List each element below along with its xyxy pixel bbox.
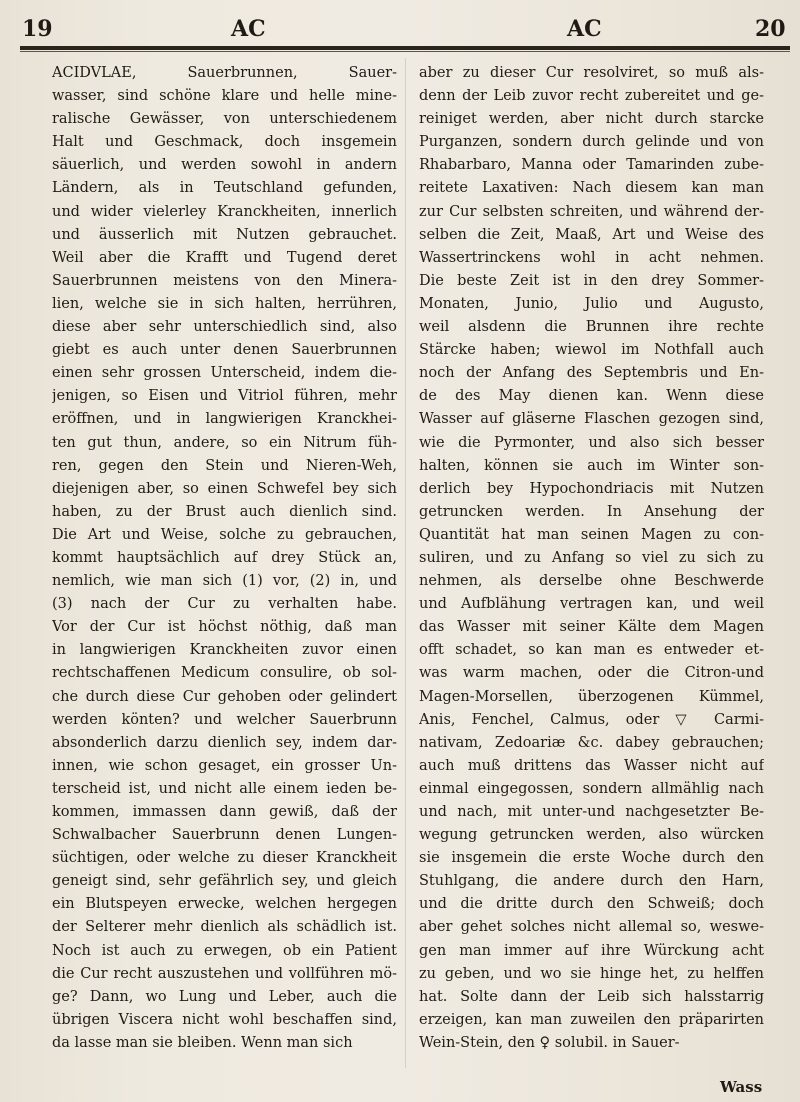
text-line: und äusserlich mit Nutzen gebrauchet. <box>52 226 397 243</box>
header-rule-thin <box>20 51 790 52</box>
page-number-left: 19 <box>22 16 53 42</box>
text-line: kommt hauptsächlich auf drey Stück an, <box>52 549 397 566</box>
text-line: derlich bey Hypochondriacis mit Nutzen <box>419 480 764 497</box>
text-line: giebt es auch unter denen Sauerbrunnen <box>52 342 397 359</box>
text-line: reiniget werden, aber nicht durch starcke <box>419 111 764 128</box>
text-line: aber gehet solches nicht allemal so, weswe- <box>419 919 764 936</box>
page-number-right: 20 <box>755 16 786 42</box>
catchword: Wass <box>720 1078 763 1096</box>
text-line: die Cur recht auszustehen und vollführen mö- <box>52 965 397 982</box>
text-line: wegung getruncken werden, also würcken <box>419 827 764 844</box>
text-line: innen, wie schon gesaget, ein grosser Un- <box>52 757 397 774</box>
text-line: Vor der Cur ist höchst nöthig, daß man <box>52 619 397 636</box>
text-line: ge? Dann, wo Lung und Leber, auch die <box>52 988 397 1005</box>
text-line: Weil aber die Krafft und Tugend deret <box>52 249 397 266</box>
text-line: ACIDVLAE, Sauerbrunnen, Sauer- <box>52 65 397 81</box>
text-line: und nach, mit unter-und nachgesetzter Be- <box>419 804 764 820</box>
text-line: sie insgemein die erste Woche durch den <box>419 850 764 867</box>
column-divider <box>405 58 406 1068</box>
text-line: Ländern, als in Teutschland gefunden, <box>52 180 397 197</box>
text-line: zur Cur selbsten schreiten, und während der- <box>419 203 764 220</box>
text-line: noch der Anfang des Septembris und En- <box>419 365 764 382</box>
text-line: werden könten? und welcher Sauerbrunn <box>52 711 397 728</box>
text-line: getruncken werden. In Ansehung der <box>419 503 764 520</box>
text-line: suliren, und zu Anfang so viel zu sich zu <box>419 549 764 566</box>
text-line: Wassertrinckens wohl in acht nehmen. <box>419 249 764 266</box>
text-line: denn der Leib zuvor recht zubereitet und ge- <box>419 88 764 105</box>
text-line: säuerlich, und werden sowohl in andern <box>52 157 397 174</box>
text-column-right <box>419 62 764 1055</box>
text-line: Monaten, Junio, Julio und Augusto, <box>419 295 764 312</box>
text-line: ralische Gewässer, von unterschiedenem <box>52 111 397 128</box>
text-line: nemlich, wie man sich (1) vor, (2) in, und <box>52 573 397 590</box>
text-line: da lasse man sie bleiben. Wenn man sich <box>52 1034 353 1051</box>
column-heading-left: AC <box>231 16 266 42</box>
text-line: gen man immer auf ihre Würckung acht <box>419 942 764 959</box>
text-line: auch muß drittens das Wasser nicht auf <box>419 757 764 774</box>
text-line: zu geben, und wo sie hinge het, zu helffen <box>419 965 764 982</box>
text-line: Rhabarbaro, Manna oder Tamarinden zube- <box>419 157 764 174</box>
text-line: übrigen Viscera nicht wohl beschaffen sind, <box>52 1011 397 1028</box>
text-line: Quantität hat man seinen Magen zu con- <box>419 526 764 543</box>
text-line: Stärcke haben; wiewol im Nothfall auch <box>419 342 764 359</box>
text-line: aber zu dieser Cur resolviret, so muß als- <box>419 65 764 81</box>
text-column-left <box>52 62 397 1055</box>
text-line: diese aber sehr unterschiedlich sind, also <box>52 319 397 336</box>
text-line: de des May dienen kan. Wenn diese <box>419 388 764 405</box>
text-line: ten gut thun, andere, so ein Nitrum füh- <box>52 434 397 451</box>
text-line: erzeigen, kan man zuweilen den präparirten <box>419 1011 764 1028</box>
text-line: hat. Solte dann der Leib sich halsstarrig <box>419 988 764 1005</box>
text-line: kommen, immassen dann gewiß, daß der <box>52 804 397 820</box>
text-line: diejenigen aber, so einen Schwefel bey sich <box>52 480 397 497</box>
text-line: selben die Zeit, Maaß, Art und Weise des <box>419 226 764 243</box>
text-line: einen sehr grossen Unterscheid, indem die- <box>52 365 397 382</box>
text-line: wie die Pyrmonter, und also sich besser <box>419 434 764 451</box>
text-line: rechtschaffenen Medicum consulire, ob sol- <box>52 665 397 682</box>
text-line: einmal eingegossen, sondern allmählig nach <box>419 780 764 797</box>
header-rule <box>20 46 790 50</box>
text-line: in langwierigen Kranckheiten zuvor einen <box>52 642 397 659</box>
text-line: Die beste Zeit ist in den drey Sommer- <box>419 272 764 289</box>
text-line: Sauerbrunnen meistens von den Minera- <box>52 272 397 289</box>
text-line: haben, zu der Brust auch dienlich sind. <box>52 503 397 520</box>
text-line: nehmen, als derselbe ohne Beschwerde <box>419 573 764 590</box>
text-line: jenigen, so Eisen und Vitriol führen, mehr <box>52 388 397 405</box>
text-line: ein Blutspeyen erwecke, welchen hergegen <box>52 896 397 913</box>
text-line: weil alsdenn die Brunnen ihre rechte <box>419 319 764 336</box>
text-line: halten, können sie auch im Winter son- <box>419 457 764 474</box>
text-line: Wein-Stein, den ♀ solubil. in Sauer- <box>419 1034 680 1051</box>
text-line: nativam, Zedoariæ &c. dabey gebrauchen; <box>419 734 764 751</box>
text-line: Wasser auf gläserne Flaschen gezogen sind, <box>419 411 764 428</box>
text-line: Magen-Morsellen, überzogenen Kümmel, <box>419 688 764 705</box>
text-line: süchtigen, oder welche zu dieser Kranckheit <box>52 850 397 867</box>
text-line: reitete Laxativen: Nach diesem kan man <box>419 180 764 197</box>
text-line: und wider vielerley Kranckheiten, innerlich <box>52 203 397 220</box>
text-line: Halt und Geschmack, doch insgemein <box>52 134 397 151</box>
text-line: lien, welche sie in sich halten, herrühren, <box>52 295 397 312</box>
text-line: absonderlich darzu dienlich sey, indem dar- <box>52 734 397 751</box>
text-line: Schwalbacher Sauerbrunn denen Lungen- <box>52 827 397 844</box>
text-line: und die dritte durch den Schweiß; doch <box>419 896 764 913</box>
text-line: Stuhlgang, die andere durch den Harn, <box>419 873 764 890</box>
text-line: (3) nach der Cur zu verhalten habe. <box>52 596 397 613</box>
text-line: che durch diese Cur gehoben oder gelindert <box>52 688 397 705</box>
text-line: Noch ist auch zu erwegen, ob ein Patient <box>52 942 397 959</box>
text-line: terscheid ist, und nicht alle einem ieden be- <box>52 780 397 797</box>
text-line: das Wasser mit seiner Kälte dem Magen <box>419 619 764 636</box>
page-header <box>0 10 800 50</box>
text-line: der Selterer mehr dienlich als schädlich ist. <box>52 919 397 936</box>
text-line: Die Art und Weise, solche zu gebrauchen, <box>52 526 397 543</box>
text-line: Anis, Fenchel, Calmus, oder ▽ Carmi- <box>419 711 764 728</box>
text-line: offt schadet, so kan man es entweder et- <box>419 642 764 659</box>
text-line: Purganzen, sondern durch gelinde und von <box>419 134 764 151</box>
text-line: und Aufblähung vertragen kan, und weil <box>419 596 764 613</box>
column-heading-right: AC <box>567 16 602 42</box>
text-line: ren, gegen den Stein und Nieren-Weh, <box>52 457 397 474</box>
text-line: was warm machen, oder die Citron-und <box>419 665 764 682</box>
text-line: wasser, sind schöne klare und helle mine- <box>52 88 397 105</box>
text-line: geneigt sind, sehr gefährlich sey, und gleich <box>52 873 397 890</box>
text-line: eröffnen, und in langwierigen Kranckhei- <box>52 411 397 428</box>
